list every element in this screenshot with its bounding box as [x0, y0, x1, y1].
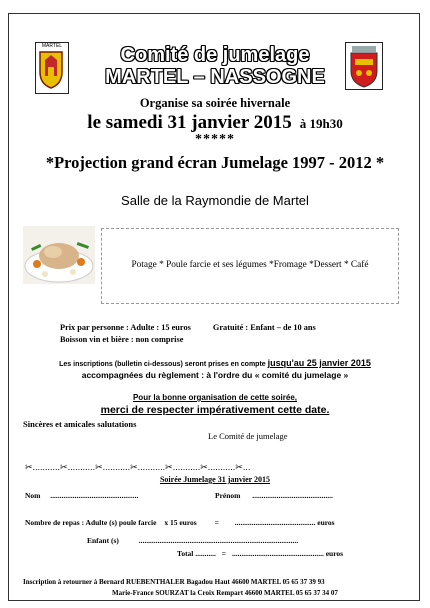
total-row: [177, 549, 343, 558]
inscriptions-line-1: [9, 358, 421, 368]
nassogne-shield-icon: [346, 43, 382, 89]
organise-text: Organise sa soirée hivernale: [139, 96, 291, 110]
salutations: Sincères et amicales salutations: [23, 419, 137, 429]
repas-unit: euros: [317, 518, 335, 527]
repas-row: [25, 518, 335, 527]
flyer-page: [8, 13, 420, 601]
drink-note: Boisson vin et bière : non comprise: [60, 335, 184, 344]
event-date: le samedi 31 janvier 2015: [87, 112, 292, 133]
inscriptions-text: Les inscriptions (bulletin ci-dessous) seront prises en compte: [59, 361, 268, 368]
enfant-field[interactable]: .....................................................................................: [138, 536, 299, 545]
cut-line: ✂...........✂...........✂...........✂...........✂...........✂...........✂...: [25, 462, 251, 472]
total-field-b[interactable]: .................................................: [231, 549, 324, 558]
signature: Le Comité de jumelage: [208, 431, 288, 441]
nom-field[interactable]: ...............................................: [50, 491, 139, 500]
footer-line-2: Marie-France SOURZAT la Croix Rempart 46600 MARTEL 05 65 37 34 07: [112, 589, 338, 597]
title-line-2: MARTEL – NASSOGNE: [105, 66, 325, 88]
roast-chicken-image: [23, 226, 95, 284]
total-label: Total: [177, 549, 194, 558]
projection-headline: *Projection grand écran Jumelage 1997 - 2012 *: [45, 153, 385, 172]
enfant-row: [87, 536, 298, 545]
enfant-label: Enfant (s): [87, 536, 119, 545]
martel-crest-label: MARTEL: [41, 43, 63, 49]
martel-shield-icon: [36, 50, 66, 90]
menu-box: [101, 228, 399, 304]
nom-label: Nom: [25, 491, 41, 500]
event-time: à 19h30: [299, 116, 343, 131]
prenom-label: Prénom: [215, 491, 241, 500]
inscriptions-line-2: accompagnées du règlement : à l'ordre du « comité du jumelage »: [81, 370, 349, 380]
footer-line-1: Inscription à retourner à Bernard RUEBENTHALER Bagadou Haut 46600 MARTEL 05 65 37 39 93: [23, 578, 325, 586]
form-title: Soirée Jumelage 31 janvier 2015: [159, 475, 271, 484]
total-unit: euros: [325, 549, 344, 558]
nassogne-crest: [345, 42, 383, 90]
dish-photo: [23, 226, 95, 284]
adult-price: Prix par personne : Adulte : 15 euros: [60, 323, 191, 332]
repas-label: Nombre de repas : Adulte (s) poule farcie: [25, 518, 157, 527]
martel-crest: [35, 42, 69, 94]
price-line-1: [60, 323, 420, 332]
total-equals: =: [221, 549, 227, 558]
deadline-date: jusqu'au 25 janvier 2015: [267, 358, 371, 368]
notice-line-2: merci de respecter impérativement cette date.: [100, 404, 330, 416]
prenom-row: [215, 491, 333, 500]
stars-divider: *****: [195, 132, 235, 147]
repas-field[interactable]: ...........................................: [234, 518, 316, 527]
venue-text: Salle de la Raymondie de Martel: [121, 193, 309, 208]
child-free: Gratuité : Enfant – de 10 ans: [212, 323, 316, 332]
repas-price: x 15 euros: [164, 518, 197, 527]
nom-row: [25, 491, 138, 500]
title-line-1: Comité de jumelage: [120, 44, 310, 66]
total-field-a[interactable]: ...........: [195, 549, 216, 558]
menu-text: Potage * Poule farcie et ses légumes *Fromage *Dessert * Café: [131, 260, 369, 270]
event-date-line: [9, 112, 421, 134]
notice-line-1: Pour la bonne organisation de cette soirée,: [132, 393, 298, 402]
prenom-field[interactable]: ...........................................: [252, 491, 333, 500]
repas-equals: =: [214, 518, 219, 527]
